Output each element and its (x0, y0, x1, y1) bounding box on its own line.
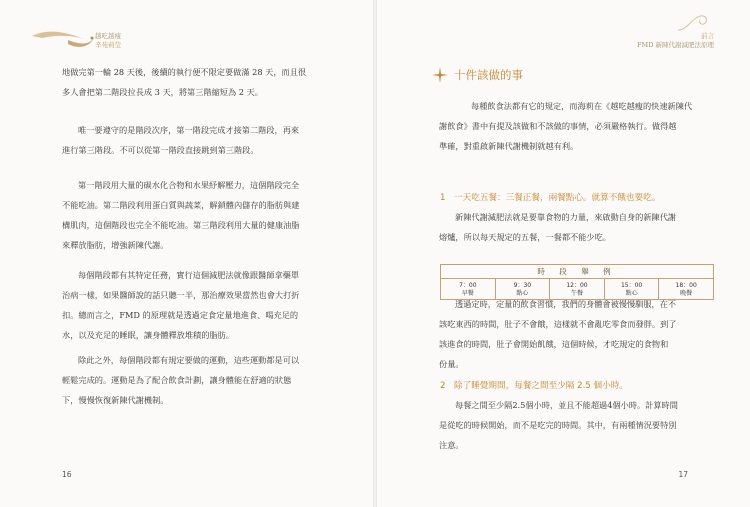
text-line: 透過定時，定量的飲食習慣，我們的身體會被慢慢馴服，在不 (455, 299, 677, 309)
slot-meal: 晚餐 (680, 290, 693, 297)
after-table-paragraph (439, 294, 713, 374)
slot-time: 12：00 (566, 282, 588, 289)
text-line: 第一階段用大量的碳水化合物和水果紓解壓力，這個階段完全 (78, 180, 300, 190)
section-title-text: 十件該做的事 (454, 68, 523, 82)
text-line: 每個階段都有其特定任務，實行這個減肥法就像跟醫師拿藥單 (78, 270, 300, 280)
rule-1-body (439, 207, 713, 247)
header-chapter: 前言 (701, 32, 714, 40)
text-line: 熔爐，所以每天規定的五餐，一餐都不能少吃。 (439, 232, 611, 242)
slot-time: 9：30 (513, 282, 532, 289)
slot-meal: 點心 (516, 290, 529, 297)
text-line: 來釋放脂肪，增強新陳代謝。 (62, 240, 169, 250)
schedule-header: 時 段 舉 例 (441, 265, 713, 279)
intro-paragraph (439, 96, 713, 156)
left-paragraph-1 (62, 62, 322, 102)
rule-1-title: 1 一天吃五餐：三餐正餐，兩餐點心。就算不餓也要吃。 (440, 193, 661, 203)
brand-title (95, 32, 121, 50)
text-line: 輕鬆完成的。運動是為了配合飲食計劃，讓身體能在舒適的狀態 (62, 375, 292, 385)
text-line: 注意。 (439, 440, 464, 450)
left-paragraph-2 (62, 120, 322, 160)
page-number-left: 16 (62, 470, 72, 479)
rule-2-title: 2 除了睡覺期間，每餐之間至少隔 2.5 個小時。 (440, 381, 628, 391)
slot-meal: 午餐 (570, 290, 583, 297)
text-line: 扣。總而言之，FMD 的原理就是透過定食定量地進食、喝充足的 (62, 310, 299, 320)
text-line: 謝飲食》書中有提及該做和不該做的事情，必須嚴格執行。做得越 (439, 121, 677, 131)
text-line: 準確，對重啟新陳代謝機制就越有利。 (439, 141, 579, 151)
text-line: 每餐之間至少隔2.5個小時，並且不能超過4個小時。計算時間 (455, 400, 678, 410)
text-line: 多人會把第二階段拉長成 3 天，將第三階縮短為 2 天。 (62, 87, 263, 97)
text-line: 地做完第一輪 28 天後，後續的執行便不限定要做滿 28 天，而且很 (62, 67, 307, 77)
text-line: 份量。 (439, 359, 464, 369)
header-title: FMD 新陳代謝減肥法原理 (637, 41, 714, 49)
slot-meal: 早餐 (461, 290, 474, 297)
text-line: 構肌肉，這個階段也完全不能吃油。第三階段利用大量的健康油脂 (62, 220, 300, 230)
text-line: 唯一要遵守的是階段次序，第一階段完成才接第二階段，再來 (78, 125, 300, 135)
text-line: 是從吃的時候開始，而不是吃完的時間。其中，有兩種情況要特別 (439, 420, 677, 430)
text-line: 進行第三階段。不可以從第一階段直接跳到第三階段。 (62, 145, 259, 155)
left-paragraph-3 (62, 175, 322, 255)
text-line: 除此之外，每個階段都有規定要做的運動，這些運動都是可以 (78, 355, 300, 365)
text-line: 新陳代謝減肥法就是要靠食物的力量，來啟動自身的新陳代謝 (455, 212, 677, 222)
text-line: 下，慢慢恢復新陳代謝機制。 (62, 395, 169, 405)
text-line: 水，以及充足的睡眠，讓身體釋放堆積的脂肪。 (62, 330, 234, 340)
text-line: 治病一樣，如果醫師說的話只聽一半，那治療效果當然也會大打折 (62, 290, 300, 300)
running-header (637, 32, 714, 50)
book-spine (373, 0, 377, 507)
text-line: 不能吃油。第二階段利用蛋白質與蔬菜，解鎖體內儲存的脂肪與建 (62, 200, 300, 210)
brand-line-2: 辛苑莉莹 (95, 41, 121, 49)
text-line: 該吃東西的時間，肚子不會餓，這樣就不會亂吃零食而發胖。到了 (439, 319, 677, 329)
section-title (432, 67, 523, 83)
text-line: 該進食的時間，肚子會開始飢餓，這個時候，才吃規定的食物和 (439, 339, 669, 349)
left-paragraph-4 (62, 265, 322, 345)
bird-logo-icon (28, 22, 148, 52)
text-line: 每種飲食法都有它的規定，而海莉在《越吃越瘦的快速新陳代 (471, 101, 693, 111)
rule-2-body (439, 395, 713, 455)
sparkle-icon (432, 67, 448, 83)
slot-time: 18：00 (675, 282, 697, 289)
slot-meal: 點心 (625, 290, 638, 297)
brand-line-1: 越吃越瘦 (95, 32, 121, 40)
page-number-right: 17 (678, 470, 688, 479)
left-paragraph-5 (62, 350, 322, 410)
slot-time: 7：00 (459, 282, 477, 289)
slot-time: 15：00 (620, 282, 643, 289)
